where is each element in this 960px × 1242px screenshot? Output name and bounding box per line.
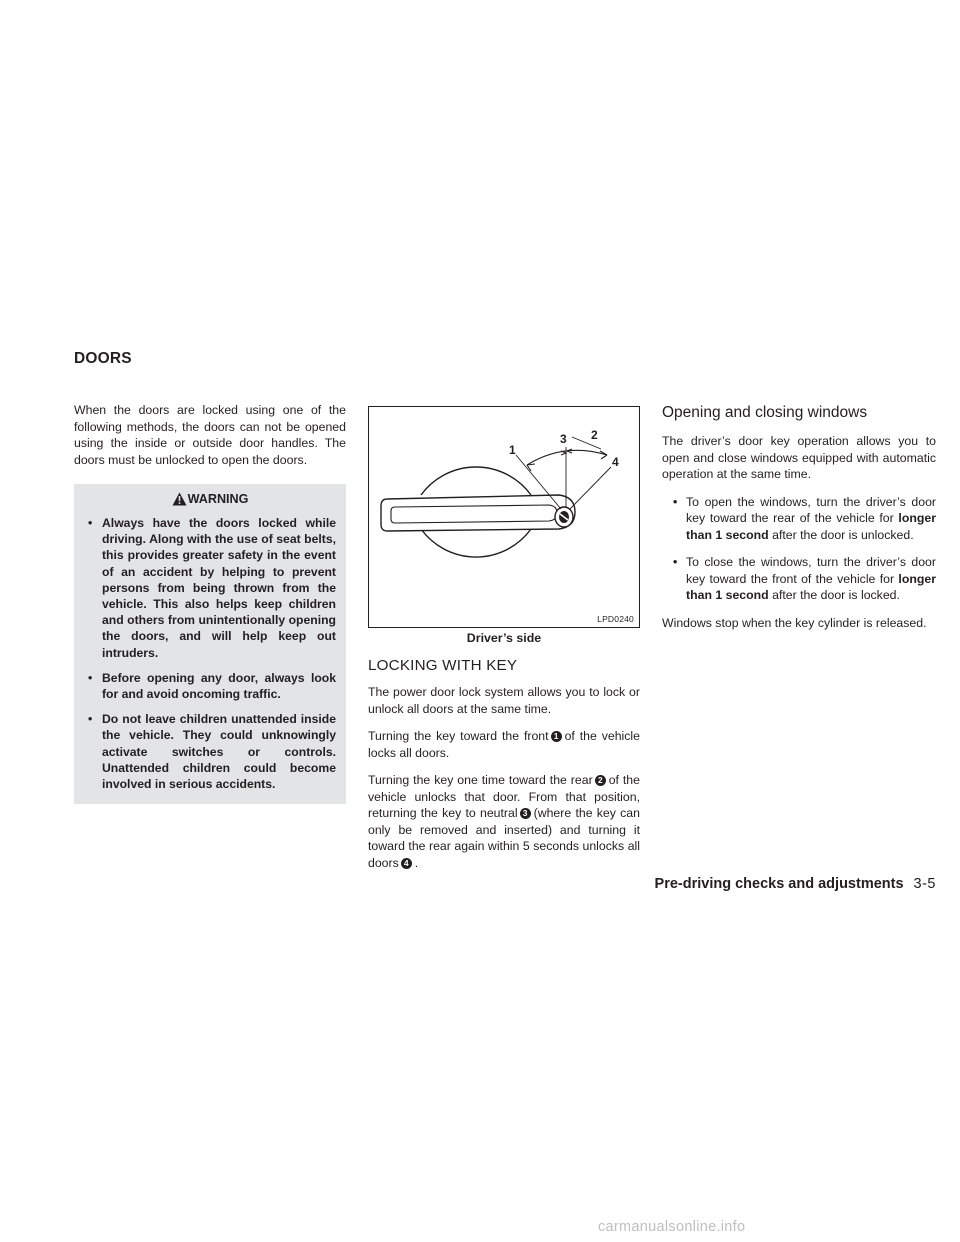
warning-item xyxy=(84,670,336,702)
footer-section-title: Pre-driving checks and adjustments xyxy=(654,876,904,892)
intro-paragraph: When the doors are locked using one of the following methods, the doors can not be opened using the inside or outside door handles. The doors must be unlocked to open the doors. xyxy=(74,403,346,467)
list-item xyxy=(662,494,936,544)
text-span: (where the key can only be removed and inserted) and turning it toward the rear again within 5 seconds unlocks all doors xyxy=(368,806,640,870)
figure-label-1: 1 xyxy=(509,443,516,457)
text-span: after the door is locked. xyxy=(772,588,900,602)
emphasis-text: longer than 1 second xyxy=(686,511,936,542)
locking-heading: LOCKING WITH KEY xyxy=(368,657,518,674)
bullet-icon: • xyxy=(673,494,678,509)
text-span: after the door is unlocked. xyxy=(772,527,914,542)
door-handle-figure xyxy=(368,406,640,628)
ref-2-badge: 2 xyxy=(595,775,606,786)
warning-item-text: Always have the doors locked while driving. Along with the use of seat belts, this provides greater safety in the event of an accident by helping to prevent persons from being thrown from the vehicle. This also helps keep children and others from unintentionally opening the doors, and will help keep out intruders. xyxy=(102,516,336,660)
figure-label-4: 4 xyxy=(612,455,619,469)
warning-box xyxy=(74,484,346,804)
emphasis-text: longer than 1 second xyxy=(686,571,936,602)
bullet-icon: • xyxy=(88,670,93,685)
column-right xyxy=(662,404,936,642)
text-span: To open the windows, turn the driver’s door key toward the rear of the vehicle for xyxy=(686,494,936,525)
warning-item xyxy=(84,515,336,661)
figure-caption: Driver’s side xyxy=(466,631,542,645)
warning-item-text: Before opening any door, always look for and avoid oncoming traffic. xyxy=(102,670,336,702)
ref-4-badge: 4 xyxy=(401,858,412,869)
text-span: . xyxy=(414,855,419,870)
warning-triangle-icon xyxy=(172,492,187,506)
locking-paragraph-2 xyxy=(368,728,640,761)
figure-label-2: 2 xyxy=(591,428,598,442)
watermark: carmanualsonline.info xyxy=(598,1219,746,1235)
windows-paragraph-1: The driver’s door key operation allows you to open and close windows equipped with automatic operation at the same time. xyxy=(662,434,936,481)
figure-id: LPD0240 xyxy=(597,614,634,624)
door-handle-illustration xyxy=(369,407,639,627)
bullet-icon: • xyxy=(88,712,93,727)
text-span: of the vehicle unlocks that door. From that position, returning the key to neutral xyxy=(368,773,640,820)
column-middle xyxy=(368,406,640,882)
text-span: To close the windows, turn the driver’s door key toward the front of the vehicle for xyxy=(686,555,936,586)
windows-paragraph-2: Windows stop when the key cylinder is released. xyxy=(662,615,927,630)
warning-item xyxy=(84,711,336,792)
bullet-icon: • xyxy=(88,516,93,530)
section-title: DOORS xyxy=(74,350,132,367)
warning-heading-text: WARNING xyxy=(187,492,249,506)
bullet-icon: • xyxy=(673,555,678,569)
warning-heading xyxy=(84,492,336,506)
page-number: 3-5 xyxy=(913,876,936,892)
list-item xyxy=(662,554,936,604)
windows-heading: Opening and closing windows xyxy=(662,404,868,421)
locking-paragraph-1: The power door lock system allows you to lock or unlock all doors at the same time. xyxy=(368,685,640,716)
text-span: Turning the key toward the front xyxy=(368,729,549,743)
ref-1-badge: 1 xyxy=(551,731,562,742)
figure-label-3: 3 xyxy=(560,432,567,446)
page-footer xyxy=(655,876,936,892)
text-span: of the vehicle locks all doors. xyxy=(368,729,640,760)
text-span: Turning the key one time toward the rear xyxy=(368,773,593,787)
warning-item-text: Do not leave children unattended inside the vehicle. They could unknowingly activate switches or controls. Unattended children could become involved in serious accidents. xyxy=(102,712,336,792)
ref-3-badge: 3 xyxy=(520,808,531,819)
column-left xyxy=(74,402,346,804)
locking-paragraph-3 xyxy=(368,772,640,871)
